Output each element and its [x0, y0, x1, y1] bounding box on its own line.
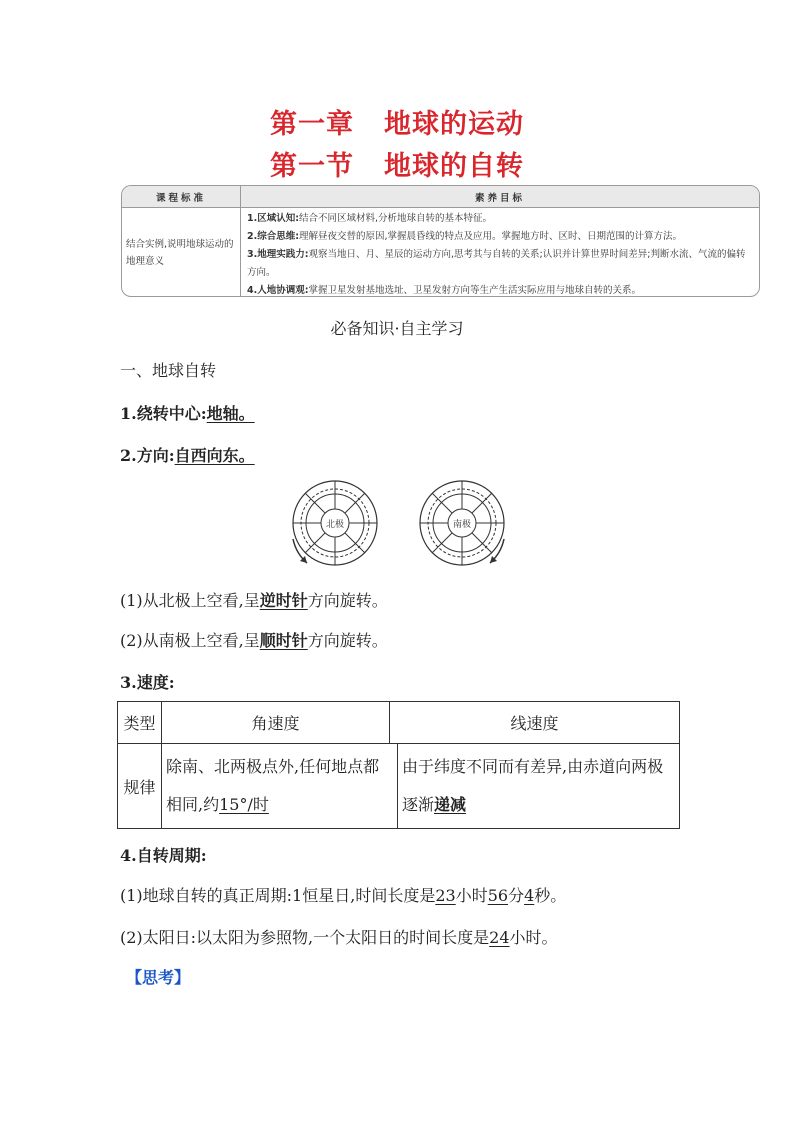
- section-name: 地球的自转: [384, 151, 524, 182]
- part-heading: 一、地球自转: [120, 361, 217, 380]
- answer-west-to-east: 自西向东。: [174, 446, 255, 465]
- north-view-statement: (1)从北极上空看,呈逆时针方向旋转。: [120, 591, 388, 610]
- sidereal-day-statement: (1)地球自转的真正周期:1恒星日,时间长度是23小时56分4秒。: [120, 886, 567, 905]
- table-row: [118, 744, 679, 828]
- section-title: [0, 144, 794, 183]
- think-heading: 【思考】: [126, 968, 191, 987]
- header-type: 类型: [118, 702, 162, 743]
- north-pole-label: 北极: [325, 520, 345, 530]
- header-goals: 素养目标: [474, 192, 525, 204]
- course-standards-table: [121, 185, 760, 297]
- goal-item: 1.区域认知:结合不同区域材料,分析地球自转的基本特征。: [247, 213, 493, 224]
- header-standard: 课程标准: [122, 186, 241, 207]
- rotation-direction: 2.方向:自西向东。: [120, 446, 255, 465]
- chapter-title: [0, 102, 794, 141]
- answer-counterclockwise: 逆时针: [259, 591, 308, 610]
- answer-clockwise: 顺时针: [259, 631, 308, 650]
- goal-item: 4.人地协调观:掌握卫星发射基地选址、卫星发射方向等生产生活实际应用与地球自转的关系。: [247, 285, 642, 296]
- goal-item: 2.综合思维:理解昼夜交替的原因,掌握晨昏线的特点及应用。掌握地方时、区时、日期范围的计算方法。: [247, 231, 683, 242]
- answer-seconds: 4: [524, 886, 535, 905]
- south-view-statement: (2)从南极上空看,呈顺时针方向旋转。: [120, 631, 388, 650]
- section-heading: 必备知识·自主学习: [330, 319, 464, 338]
- solar-day-statement: (2)太阳日:以太阳为参照物,一个太阳日的时间长度是24小时。: [120, 928, 558, 947]
- row-label-pattern: 规律: [118, 744, 162, 828]
- header-angular-velocity: 角速度: [162, 702, 390, 743]
- rotation-center: 1.绕转中心:地轴。: [120, 404, 255, 423]
- answer-minutes: 56: [487, 886, 509, 905]
- north-pole-rotation-diagram: [289, 477, 385, 577]
- speed-table: [117, 701, 680, 829]
- course-table-header: [122, 186, 759, 208]
- chapter-number: 第一章: [270, 109, 354, 140]
- speed-heading: 3.速度:: [120, 673, 175, 692]
- standard-text: 结合实例,说明地球运动的地理意义: [122, 208, 241, 297]
- period-heading: 4.自转周期:: [120, 846, 207, 865]
- header-linear-velocity: 线速度: [510, 714, 559, 733]
- answer-hours: 23: [435, 886, 456, 905]
- south-pole-rotation-diagram: [412, 477, 508, 577]
- south-pole-label: 南极: [452, 520, 472, 530]
- section-number: 第一节: [270, 151, 354, 182]
- answer-decrease: 递减: [434, 795, 467, 814]
- angular-velocity-cell: 除南、北两极点外,任何地点都相同,约15°/时: [162, 744, 398, 828]
- chapter-name: 地球的运动: [384, 109, 524, 140]
- linear-velocity-cell: 由于纬度不同而有差异,由赤道向两极逐渐递减: [402, 757, 664, 814]
- answer-15-degrees-per-hour: 15°/时: [219, 795, 269, 814]
- goals-list: [241, 208, 759, 297]
- table-row: [118, 702, 679, 744]
- answer-24-hours: 24: [489, 928, 510, 947]
- answer-earth-axis: 地轴。: [206, 404, 255, 423]
- course-table-body: [122, 208, 759, 297]
- goal-item: 3.地理实践力:观察当地日、月、星辰的运动方向,思考其与自转的关系;认识并计算世界时间差异;判断水流、气流的偏转方向。: [247, 249, 746, 278]
